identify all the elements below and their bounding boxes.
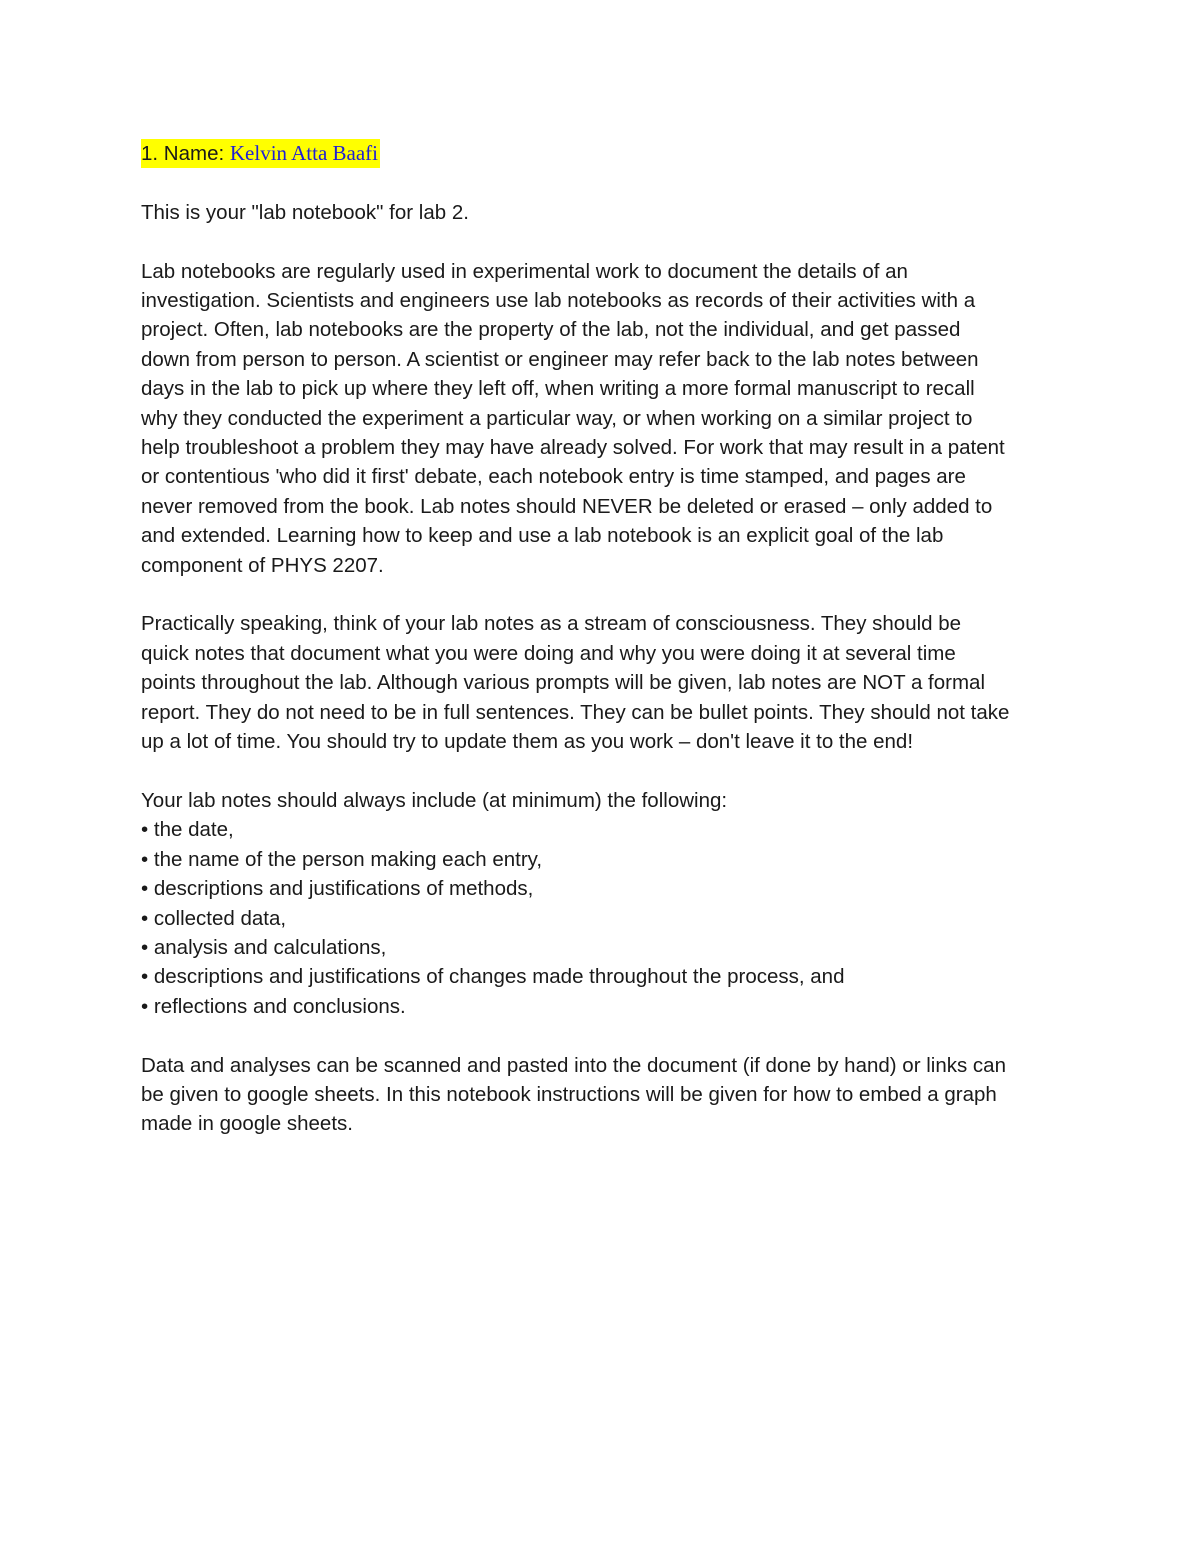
paragraph-line: made in google sheets. [141,1112,353,1136]
paragraph-line: help troubleshoot a problem they may have already solved. For work that may result in a patent [141,436,1005,460]
paragraph-data-analyses [141,1051,1066,1139]
requirements-list [141,815,1066,1021]
paragraph-line: Data and analyses can be scanned and pasted into the document (if done by hand) or links can [141,1053,1006,1077]
list-item: • reflections and conclusions. [141,994,406,1018]
name-highlight [141,139,380,168]
list-item: • descriptions and justifications of changes made throughout the process, and [141,965,845,989]
name-label: 1. Name: [141,142,230,165]
list-intro: Your lab notes should always include (at minimum) the following: [141,788,728,812]
paragraph-line: investigation. Scientists and engineers use lab notebooks as records of their activities with a [141,289,976,312]
paragraph-line: up a lot of time. You should try to update them as you work – don't leave it to the end! [141,730,914,754]
spacer [141,168,1066,197]
list-item: • analysis and calculations, [141,935,387,959]
paragraph-line: component of PHYS 2207. [141,553,384,577]
list-item: • descriptions and justifications of methods, [141,877,534,901]
paragraph-line: down from person to person. A scientist or engineer may refer back to the lab notes between [141,347,979,371]
paragraph-line: why they conducted the experiment a particular way, or when working on a similar project to [141,406,973,430]
paragraph-line: Practically speaking, think of your lab notes as a stream of consciousness. They should be [141,612,962,636]
paragraph-line: quick notes that document what you were doing and why you were doing it at several time [141,641,956,665]
paragraph-line: project. Often, lab notebooks are the property of the lab, not the individual, and get passed [141,318,961,342]
spacer [141,756,1066,785]
spacer [141,1021,1066,1050]
paragraph-line: points throughout the lab. Although various prompts will be given, lab notes are NOT a formal [141,671,986,695]
paragraph-line: and extended. Learning how to keep and use a lab notebook is an explicit goal of the lab [141,524,944,548]
spacer [141,580,1066,609]
name-value[interactable]: Kelvin Atta Baafi [229,141,379,165]
spacer [141,227,1066,256]
paragraph-line: report. They do not need to be in full sentences. They can be bullet points. They should not take [141,700,1010,724]
intro-text: This is your "lab notebook" for lab 2. [141,200,469,224]
paragraph-line: never removed from the book. Lab notes should NEVER be deleted or erased – only added to [141,494,993,518]
name-line-row [141,139,1066,168]
document-body [141,139,1066,1139]
list-item: • collected data, [141,906,287,930]
paragraph-practically-speaking [141,609,1066,756]
paragraph-line: or contentious 'who did it first' debate, each notebook entry is time stamped, and pages are [141,465,966,489]
paragraph-line: be given to google sheets. In this notebook instructions will be given for how to embed a graph [141,1082,997,1106]
paragraph-line: Lab notebooks are regularly used in experimental work to document the details of an [141,259,908,283]
list-item: • the name of the person making each entry, [141,847,543,871]
paragraph-lab-notebooks [141,257,1066,580]
paragraph-line: days in the lab to pick up where they left off, when writing a more formal manuscript to recall [141,377,975,401]
list-item: • the date, [141,818,234,842]
